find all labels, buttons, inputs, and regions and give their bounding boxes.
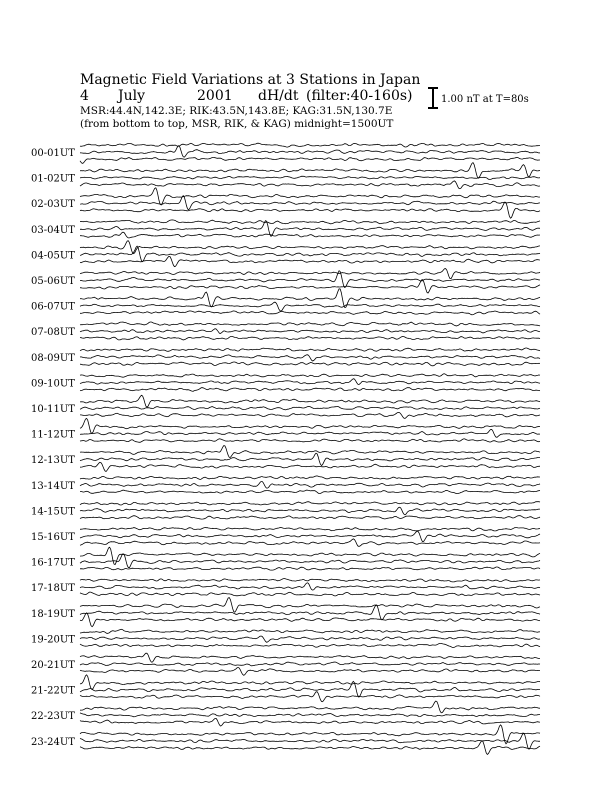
trace-line bbox=[80, 439, 540, 443]
row-label: 18-19UT bbox=[31, 608, 75, 620]
chart-title: Magnetic Field Variations at 3 Stations in Japan bbox=[80, 72, 421, 88]
row-label: 17-18UT bbox=[31, 583, 75, 595]
trace-line bbox=[80, 196, 540, 210]
row-label: 05-06UT bbox=[31, 276, 75, 287]
row-label: 16-17UT bbox=[31, 557, 75, 569]
row-label: 09-10UT bbox=[31, 378, 75, 390]
trace-line bbox=[80, 181, 540, 189]
trace-line bbox=[80, 188, 540, 205]
trace-line bbox=[80, 412, 540, 418]
trace-line bbox=[80, 476, 540, 480]
trace-line bbox=[80, 158, 540, 164]
filter-label: (filter:40-160s) bbox=[306, 88, 413, 104]
trace-line bbox=[80, 490, 540, 494]
row-label: 13-14UT bbox=[31, 480, 75, 492]
row-label: 08-09UT bbox=[31, 352, 75, 364]
trace-line bbox=[80, 482, 540, 489]
date-year: 2001 bbox=[197, 88, 233, 104]
trace-line bbox=[80, 348, 540, 351]
row-label: 20-21UT bbox=[31, 660, 75, 671]
trace-line bbox=[80, 220, 540, 224]
order-note: (from bottom to top, MSR, RIK, & KAG) midnight=1500UT bbox=[80, 118, 394, 130]
row-label: 10-11UT bbox=[31, 404, 75, 415]
trace-line bbox=[80, 302, 540, 311]
row-label: 12-13UT bbox=[31, 455, 75, 467]
trace-line bbox=[80, 636, 540, 642]
row-label: 02-03UT bbox=[31, 199, 75, 211]
row-label: 14-15UT bbox=[31, 506, 75, 518]
trace-line bbox=[80, 241, 540, 254]
trace-line bbox=[80, 379, 540, 385]
trace-line bbox=[80, 362, 540, 366]
row-label: 04-05UT bbox=[31, 250, 75, 262]
trace-line bbox=[80, 388, 540, 392]
trace-line bbox=[80, 418, 540, 433]
trace-line bbox=[80, 598, 540, 613]
trace-line bbox=[80, 256, 540, 266]
trace-line bbox=[80, 395, 540, 407]
trace-line bbox=[80, 280, 540, 293]
trace-line bbox=[80, 605, 540, 620]
row-label: 21-22UT bbox=[31, 685, 75, 697]
trace-line bbox=[80, 176, 540, 179]
trace-line bbox=[80, 583, 540, 590]
trace-line bbox=[80, 453, 540, 465]
trace-line bbox=[80, 446, 540, 458]
trace-line bbox=[80, 269, 540, 279]
row-label: 11-12UT bbox=[31, 429, 75, 441]
trace-line bbox=[80, 329, 540, 334]
trace-line bbox=[80, 539, 540, 547]
trace-line bbox=[80, 718, 540, 726]
trace-line bbox=[80, 701, 540, 713]
trace-line bbox=[80, 667, 540, 675]
trace-line bbox=[80, 713, 540, 717]
quantity-label: dH/dt bbox=[258, 88, 299, 104]
row-label: 03-04UT bbox=[31, 224, 75, 236]
row-label: 01-02UT bbox=[31, 173, 75, 185]
trace-line bbox=[80, 322, 540, 326]
trace-line bbox=[80, 336, 540, 340]
stations-info: MSR:44.4N,142.3E; RIK:43.5N,143.8E; KAG:31.5N,130.7E bbox=[80, 105, 393, 117]
row-label: 07-08UT bbox=[31, 327, 75, 339]
trace-line bbox=[80, 662, 540, 666]
row-label: 15-16UT bbox=[31, 532, 75, 543]
trace-line bbox=[80, 232, 540, 238]
trace-line bbox=[80, 502, 540, 505]
row-label: 19-20UT bbox=[31, 634, 75, 646]
trace-line bbox=[80, 579, 540, 582]
trace-line bbox=[80, 516, 540, 520]
trace-line bbox=[80, 311, 540, 315]
trace-line bbox=[80, 146, 540, 158]
trace-line bbox=[80, 531, 540, 541]
trace-line bbox=[80, 355, 540, 361]
row-label: 00-01UT bbox=[31, 148, 75, 159]
trace-line bbox=[80, 374, 540, 377]
trace-line bbox=[80, 592, 540, 596]
row-label: 23-24UT bbox=[31, 736, 75, 748]
trace-line bbox=[80, 675, 540, 690]
trace-line bbox=[80, 143, 540, 147]
trace-line bbox=[80, 221, 540, 237]
trace-line bbox=[80, 613, 540, 627]
trace-line bbox=[80, 163, 540, 179]
date-day: 4 bbox=[80, 88, 89, 104]
scale-label: 1.00 nT at T=80s bbox=[441, 94, 529, 105]
trace-line bbox=[80, 528, 540, 531]
trace-line bbox=[80, 462, 540, 471]
trace-line bbox=[80, 629, 540, 633]
trace-line bbox=[80, 643, 540, 647]
trace-line bbox=[80, 507, 540, 515]
date-month: July bbox=[118, 88, 146, 104]
trace-line bbox=[80, 429, 540, 437]
trace-line bbox=[80, 567, 540, 570]
trace-line bbox=[80, 733, 540, 749]
trace-line bbox=[80, 202, 540, 218]
row-label: 06-07UT bbox=[31, 301, 75, 313]
trace-line bbox=[80, 692, 540, 702]
row-label: 22-23UT bbox=[31, 711, 75, 723]
trace-line bbox=[80, 741, 540, 755]
trace-line bbox=[80, 406, 540, 409]
trace-line bbox=[80, 653, 540, 662]
